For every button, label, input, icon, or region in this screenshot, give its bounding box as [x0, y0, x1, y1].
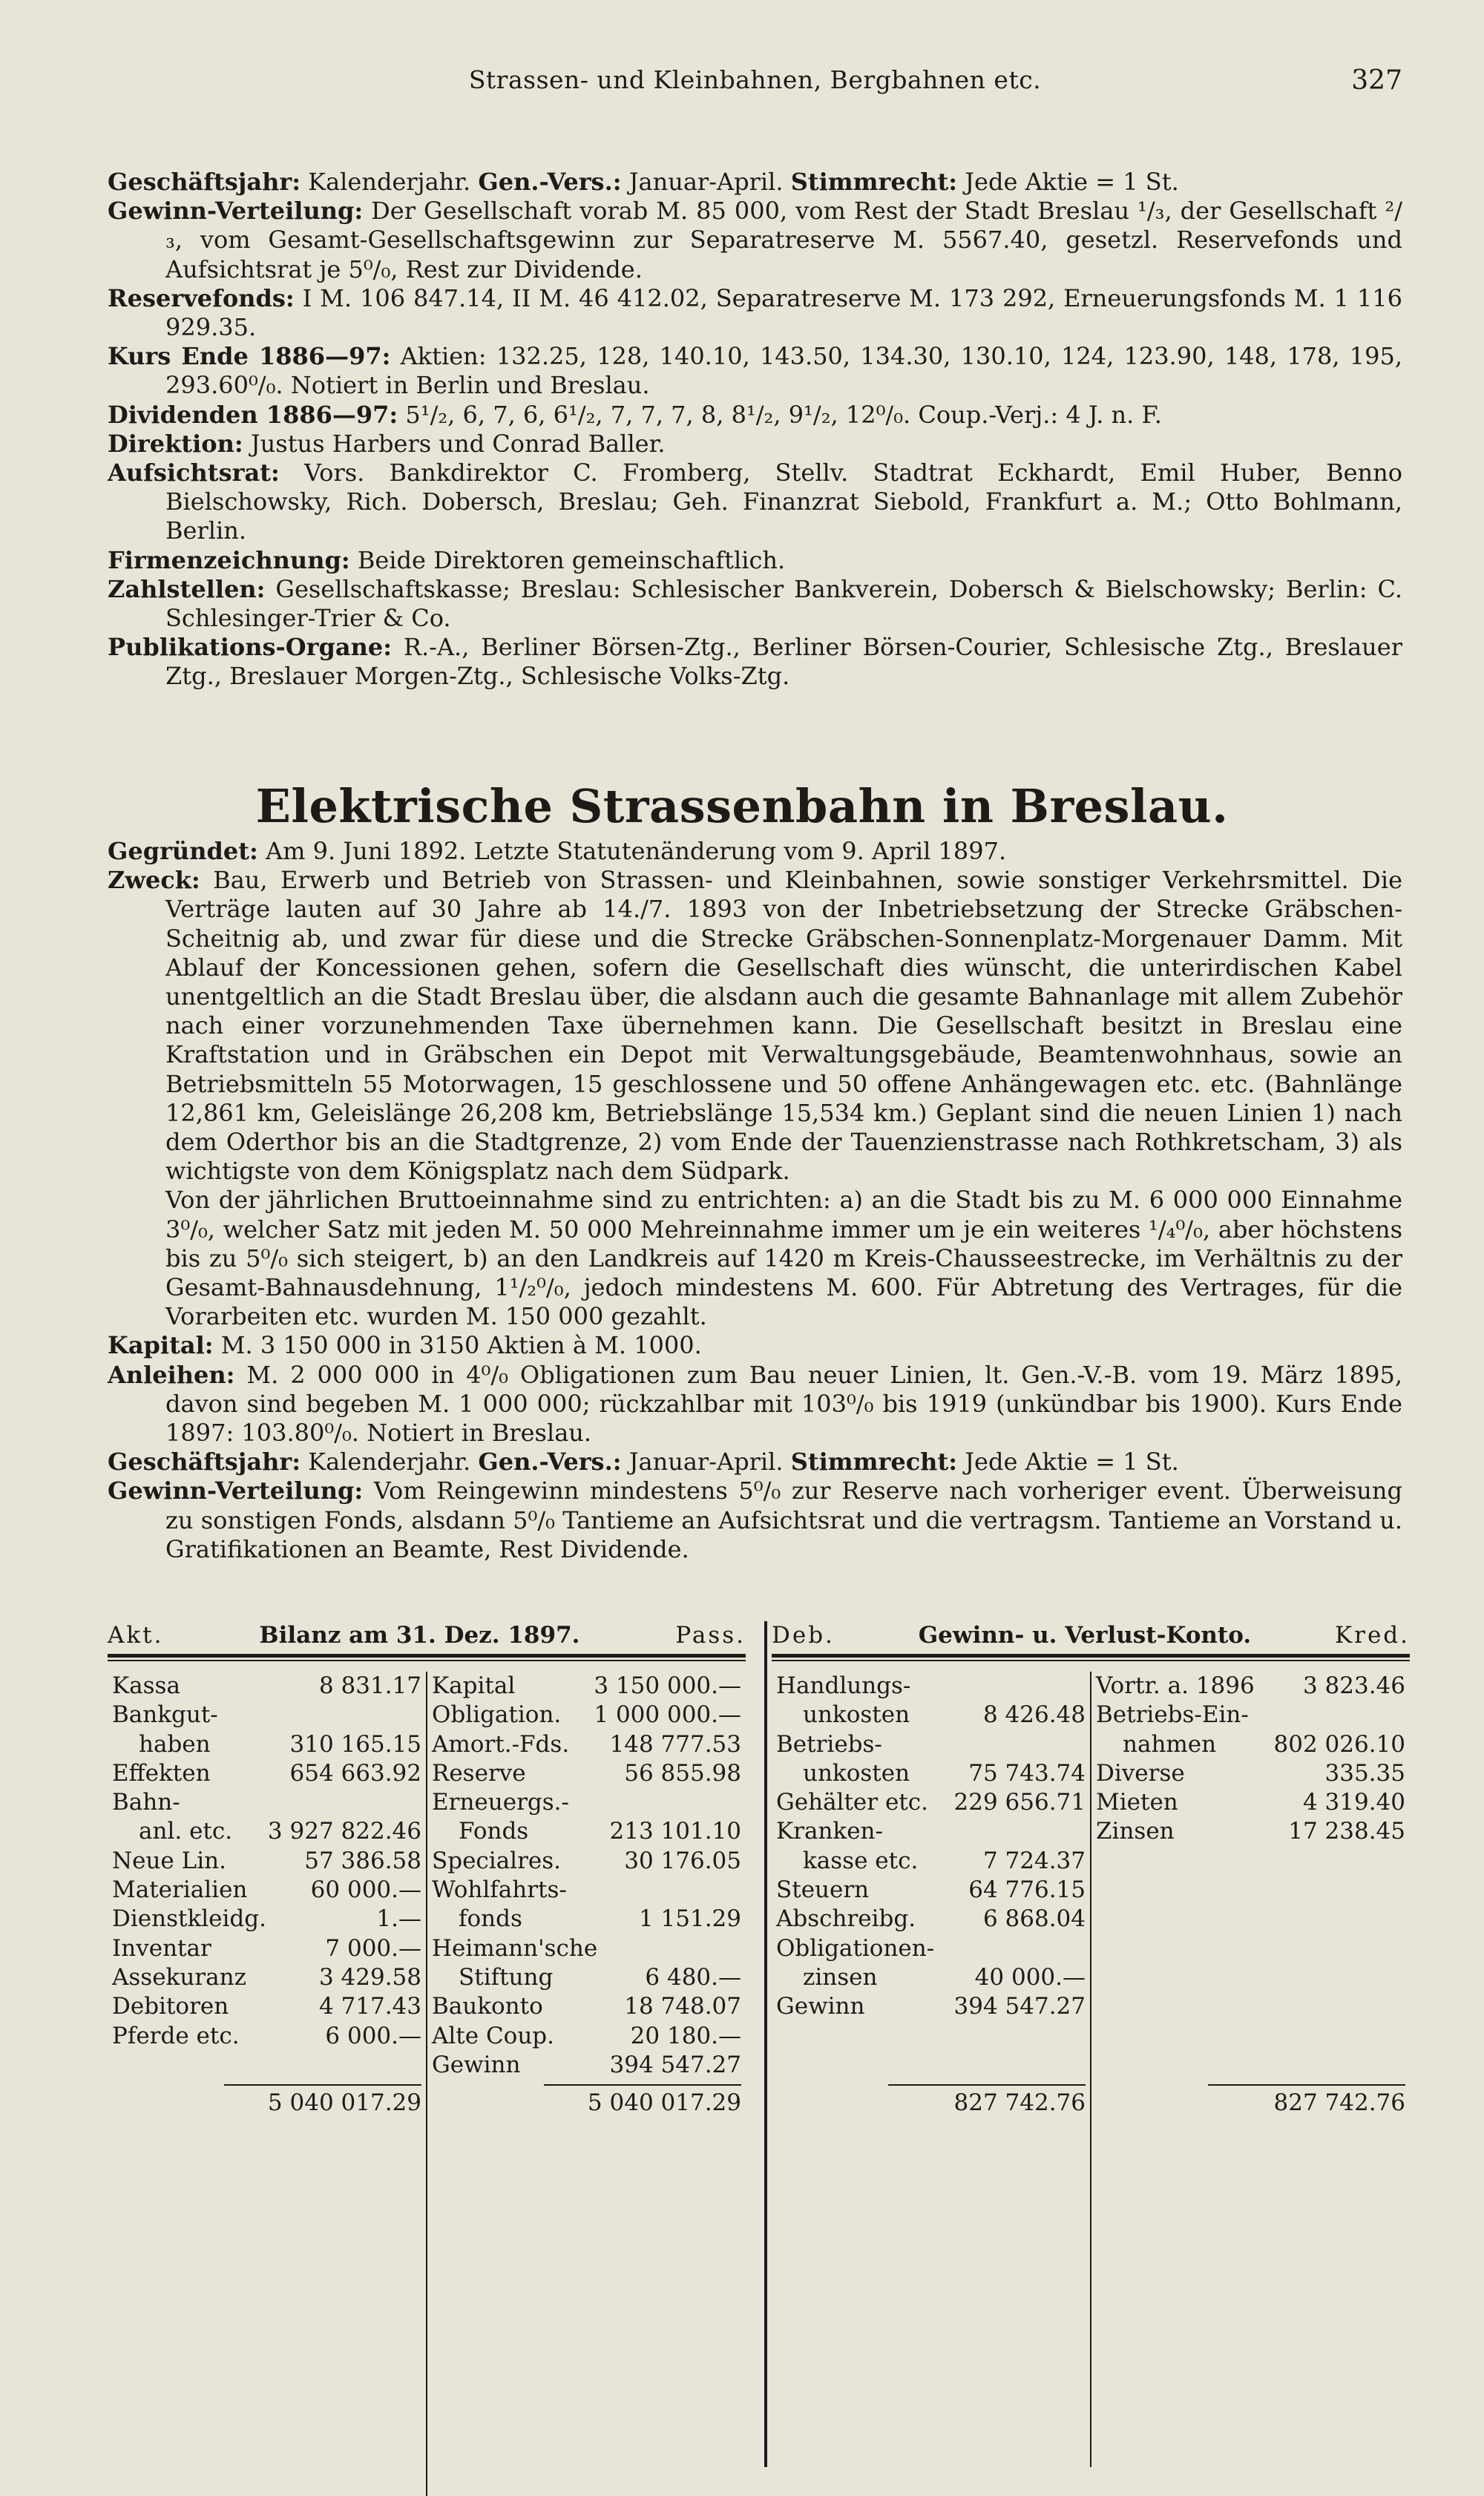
entry-text: R.-A., Berliner Börsen-Ztg., Berliner Börsen-Courier, Schlesische Ztg., Breslauer Ztg., Breslauer Morgen-Ztg., Schlesische Volks-Ztg. [165, 633, 1403, 691]
table-row [776, 1759, 1086, 1788]
row-label: Gewinn [776, 1993, 865, 2020]
row-label: Gewinn [432, 2051, 521, 2078]
row-amount: 40 000.— [974, 1963, 1086, 1991]
entry-label: Geschäftsjahr: [108, 1448, 301, 1477]
entry-text: Der Gesellschaft vorab M. 85 000, vom Rest der Stadt Breslau ¹/₃, der Gesellschaft ²/₃, vom Gesamt-Gesellschaftsgewinn zur Separatreserve M. 5567.40, gesetzl. Reservefonds und Aufsichtsrat je 5⁰/₀, Rest zur Dividende. [165, 197, 1402, 283]
table-row [1096, 1672, 1405, 1701]
row-label: Materialien [112, 1876, 248, 1904]
table-row [776, 1701, 1086, 1730]
row-amount: 229 656.71 [953, 1789, 1086, 1816]
entry-text: Januar-April. [628, 1448, 791, 1477]
debet-heading: Deb. [772, 1622, 835, 1649]
entry-text: Gesellschaftskasse; Breslau: Schlesischer Bankverein, Dobersch & Bielschowsky; Berlin: C. Schlesinger-Trier & Co. [165, 574, 1403, 633]
entry-label: Kurs Ende 1886—97: [108, 342, 391, 371]
debet-total: 827 742.76 [888, 2084, 1086, 2118]
row-amount: 148 777.53 [609, 1730, 741, 1758]
entry-label: Gewinn-Verteilung: [108, 1477, 364, 1505]
table-row [432, 1701, 741, 1730]
entry-label: Zahlstellen: [108, 574, 266, 603]
entry-text: Januar-April. [628, 168, 791, 196]
row-label: Reserve [432, 1759, 526, 1787]
row-amount: 4 319.40 [1302, 1789, 1405, 1816]
entry [108, 459, 1402, 546]
entry-label: Gewinn-Verteilung: [108, 197, 364, 226]
entry [108, 633, 1402, 691]
row-label: Stiftung [459, 1963, 554, 1991]
row-label: Pferde etc. [112, 2022, 240, 2049]
row-amount: 335.35 [1324, 1759, 1405, 1787]
table-row [432, 1963, 741, 1992]
section-title: Elektrische Strassenbahn in Breslau. [255, 779, 1229, 833]
kredit-column [1091, 1672, 1410, 2467]
table-row [112, 1672, 421, 1701]
entry-label: Gen.-Vers.: [478, 1448, 622, 1477]
row-amount: 7 724.37 [982, 1847, 1086, 1874]
kredit-heading: Kred. [1334, 1622, 1410, 1649]
previous-company-entries [108, 168, 1402, 692]
entry [108, 1186, 1402, 1331]
row-label: Fonds [459, 1818, 529, 1845]
row-label: fonds [459, 1905, 522, 1933]
row-label: unkosten [803, 1759, 910, 1787]
table-row [776, 1847, 1086, 1876]
row-amount: 1 151.29 [638, 1905, 741, 1933]
row-label: Kassa [112, 1672, 180, 1699]
row-label: Inventar [112, 1934, 211, 1962]
entry-label: Gegründet: [108, 837, 258, 865]
row-amount: 394 547.27 [609, 2051, 741, 2078]
table-row [432, 2022, 741, 2051]
entry [108, 866, 1402, 1186]
aktiva-column [108, 1672, 427, 2496]
table-row [1096, 1817, 1405, 1846]
balance-sheet-title: Bilanz am 31. Dez. 1897. [259, 1622, 580, 1649]
table-row [112, 1701, 421, 1730]
row-amount: 75 743.74 [968, 1759, 1086, 1787]
row-amount: 3 429.58 [318, 1963, 421, 1991]
running-head [108, 65, 1402, 102]
entry-text: Aktien: 132.25, 128, 140.10, 143.50, 134.30, 130.10, 124, 123.90, 148, 178, 195, 293.60⁰/₀. Notiert in Berlin und Breslau. [165, 342, 1403, 400]
double-rule [772, 1654, 1410, 1661]
row-amount: 8 831.17 [318, 1672, 421, 1699]
row-label: Assekuranz [112, 1963, 246, 1991]
row-amount: 6 868.04 [982, 1905, 1086, 1933]
entry [108, 284, 1402, 342]
table-row [1096, 1701, 1405, 1730]
table-row [112, 1847, 421, 1876]
entry [108, 430, 1402, 459]
entry [108, 401, 1402, 430]
table-row [432, 1672, 741, 1701]
table-row [432, 1847, 741, 1876]
row-label: Steuern [776, 1876, 870, 1904]
row-amount: 17 238.45 [1288, 1818, 1405, 1845]
row-label: Diverse [1096, 1759, 1185, 1787]
row-amount: 6 000.— [325, 2022, 421, 2049]
table-row [112, 1817, 421, 1846]
row-label: Dienstkleidg. [112, 1905, 266, 1933]
table-row [1096, 1730, 1405, 1759]
row-amount: 213 101.10 [609, 1818, 741, 1845]
entry-text: Beide Direktoren gemeinschaftlich. [357, 545, 786, 574]
row-amount: 310 165.15 [289, 1730, 421, 1758]
row-label: Handlungs- [776, 1672, 911, 1699]
row-label: Baukonto [432, 1993, 543, 2020]
table-row [112, 1788, 421, 1817]
entry-label: Kapital: [108, 1331, 214, 1360]
table-row [112, 1992, 421, 2021]
entry-text: M. 2 000 000 in 4⁰/₀ Obligationen zum Bau neuer Linien, lt. Gen.-V.-B. vom 19. März 1895, davon sind begeben M. 1 000 000; rückzahlbar mit 103⁰/₀ bis 1919 (unkündbar bis 1900). Kurs Ende 1897: 103.80⁰/₀. Notiert in Breslau. [165, 1360, 1403, 1448]
entry [108, 1361, 1402, 1448]
entry-label: Stimmrecht: [790, 1448, 958, 1477]
entry-label: Zweck: [108, 866, 200, 895]
entry-text: M. 3 150 000 in 3150 Aktien à M. 1000. [220, 1331, 702, 1360]
row-label: anl. etc. [139, 1818, 233, 1845]
table-row [112, 1963, 421, 1992]
company-entries [108, 837, 1402, 1564]
entry-label: Aufsichtsrat: [108, 459, 280, 487]
row-label: Debitoren [112, 1993, 229, 2020]
row-label: Mieten [1096, 1789, 1178, 1816]
row-amount: 30 176.05 [624, 1847, 741, 1874]
table-row [432, 1759, 741, 1788]
row-label: zinsen [803, 1963, 878, 1991]
table-row [776, 1788, 1086, 1817]
table-row [432, 1934, 741, 1963]
table-row [776, 1992, 1086, 2021]
entry [108, 197, 1402, 284]
table-row [112, 1876, 421, 1905]
balance-sheet [108, 1621, 746, 2496]
row-label: Amort.-Fds. [432, 1730, 570, 1758]
table-row [112, 1730, 421, 1759]
row-amount: 3 823.46 [1302, 1672, 1405, 1699]
row-label: Erneuergs.- [432, 1789, 569, 1816]
table-row [776, 1934, 1086, 1963]
entry-text: Vors. Bankdirektor C. Fromberg, Stellv. Stadtrat Eckhardt, Emil Huber, Benno Bielschowsky, Rich. Dobersch, Breslau; Geh. Finanzrat Siebold, Frankfurt a. M.; Otto Bohlmann, Berlin. [165, 459, 1403, 545]
table-row [776, 1905, 1086, 1934]
entry-text: Vom Reingewinn mindestens 5⁰/₀ zur Reserve nach vorheriger event. Überweisung zu sonstigen Fonds, alsdann 5⁰/₀ Tantieme an Aufsichtsrat und die vertragsm. Tantieme an Vorstand u. Gratifikationen an Beamte, Rest Dividende. [165, 1477, 1403, 1563]
row-label: Betriebs- [776, 1730, 882, 1758]
profit-loss-account [764, 1621, 1410, 2467]
table-row [432, 1876, 741, 1905]
row-amount: 57 386.58 [304, 1847, 421, 1874]
row-label: Kranken- [776, 1818, 883, 1845]
entry-text: Jede Aktie = 1 St. [965, 168, 1179, 196]
entry [108, 1477, 1402, 1564]
table-row [776, 1963, 1086, 1992]
running-head-title: Strassen- und Kleinbahnen, Bergbahnen etc. [468, 65, 1042, 94]
profit-loss-title: Gewinn- u. Verlust-Konto. [918, 1622, 1252, 1649]
row-label: kasse etc. [803, 1847, 919, 1874]
entry-label: Direktion: [108, 429, 243, 458]
entry-text: Justus Harbers und Conrad Baller. [250, 429, 666, 458]
row-amount: 56 855.98 [624, 1759, 741, 1787]
table-row [112, 1759, 421, 1788]
entry [108, 837, 1402, 866]
row-label: Heimann'sche [432, 1934, 598, 1962]
entry-label: Geschäftsjahr: [108, 168, 301, 196]
table-row [432, 1992, 741, 2021]
entry-label: Anleihen: [108, 1360, 235, 1389]
row-amount: 394 547.27 [953, 1993, 1086, 2020]
table-row [776, 1730, 1086, 1759]
row-label: haben [139, 1730, 211, 1758]
table-row [112, 1934, 421, 1963]
entry-label: Reservefonds: [108, 283, 295, 312]
entry-text: Am 9. Juni 1892. Letzte Statutenänderung vom 9. April 1897. [265, 837, 1007, 865]
row-amount: 802 026.10 [1273, 1730, 1405, 1758]
entry-text: Jede Aktie = 1 St. [965, 1448, 1179, 1477]
table-row [1096, 1759, 1405, 1788]
row-label: Effekten [112, 1759, 211, 1787]
table-row [432, 2051, 741, 2080]
row-label: Zinsen [1096, 1818, 1175, 1845]
entry [108, 1331, 1402, 1360]
row-label: Vortr. a. 1896 [1096, 1672, 1255, 1699]
row-label: Betriebs-Ein- [1096, 1701, 1249, 1729]
row-label: Obligationen- [776, 1934, 935, 1962]
row-label: Specialres. [432, 1847, 562, 1874]
table-row [776, 1817, 1086, 1846]
aktiva-heading: Akt. [108, 1622, 164, 1649]
table-row [432, 1905, 741, 1934]
entry-label: Publikations-Organe: [108, 633, 393, 662]
row-label: Bankgut- [112, 1701, 218, 1729]
table-row [432, 1817, 741, 1846]
row-amount: 8 426.48 [982, 1701, 1086, 1729]
row-label: Gehälter etc. [776, 1789, 928, 1816]
entry [108, 546, 1402, 575]
row-amount: 1 000 000.— [594, 1701, 741, 1729]
entry-text: Kalenderjahr. [308, 1448, 479, 1477]
passiva-heading: Pass. [675, 1622, 746, 1649]
debet-column [772, 1672, 1091, 2467]
row-label: Wohlfahrts- [432, 1876, 567, 1904]
row-amount: 3 927 822.46 [267, 1818, 421, 1845]
table-row [112, 1905, 421, 1934]
row-amount: 654 663.92 [289, 1759, 421, 1787]
entry-label: Gen.-Vers.: [478, 168, 622, 196]
entry-text: Bau, Erwerb und Betrieb von Strassen- und Kleinbahnen, sowie sonstiger Verkehrsmittel. Die Verträge lauten auf 30 Jahre ab 14./7. 1893 von der Inbetriebsetzung der Strecke Gräbschen-Scheitnig ab, und zwar für diese und die Strecke Gräbschen-Sonnenplatz-Morgenauer Damm. Mit Ablauf der Koncessionen gehen, sofern die Gesellschaft dies wünscht, die unterirdischen Kabel unentgeltlich an die Stadt Breslau über, die alsdann auch die gesamte Bahnanlage mit allem Zubehör nach einer vorzunehmenden Taxe übernehmen kann. Die Gesellschaft besitzt in Breslau eine Kraftstation und in Gräbschen ein Depot mit Verwaltungsgebäude, Beamtenwohnhaus, sowie an Betriebsmitteln 55 Motorwagen, 15 geschlossene und 50 offene Anhängewagen etc. etc. (Bahnlänge 12,861 km, Geleislänge 26,208 km, Betriebslänge 15,534 km.) Geplant sind die neuen Linien 1) nach dem Oderthor bis an die Stadtgrenze, 2) vom Ende der Tauenzienstrasse nach Rothkretscham, 3) als wichtigste von dem Königsplatz nach dem Südpark. [165, 866, 1403, 1186]
row-label: Alte Coup. [432, 2022, 555, 2049]
passiva-total: 5 040 017.29 [544, 2084, 741, 2118]
row-amount: 3 150 000.— [594, 1672, 741, 1699]
entry-label: Firmenzeichnung: [108, 545, 350, 574]
page-number: 327 [1351, 65, 1402, 96]
table-row [432, 1788, 741, 1817]
row-amount: 6 480.— [645, 1963, 741, 1991]
kredit-total: 827 742.76 [1208, 2084, 1405, 2118]
table-row [776, 1672, 1086, 1701]
entry-label: Dividenden 1886—97: [108, 400, 398, 429]
row-amount: 1.— [376, 1905, 421, 1933]
row-amount: 20 180.— [630, 2022, 741, 2049]
row-amount: 18 748.07 [624, 1993, 741, 2020]
row-amount: 64 776.15 [968, 1876, 1086, 1904]
entry-text: 5¹/₂, 6, 7, 6, 6¹/₂, 7, 7, 7, 8, 8¹/₂, 9¹/₂, 12⁰/₀. Coup.-Verj.: 4 J. n. F. [405, 400, 1162, 429]
table-row [776, 1876, 1086, 1905]
passiva-column [427, 1672, 746, 2496]
entry-label: Stimmrecht: [790, 168, 958, 196]
row-label: Kapital [432, 1672, 516, 1699]
row-label: Neue Lin. [112, 1847, 226, 1874]
table-row [112, 2022, 421, 2051]
row-label: unkosten [803, 1701, 910, 1729]
entry-text: Von der jährlichen Bruttoeinnahme sind zu entrichten: a) an die Stadt bis zu M. 6 000 000 Einnahme 3⁰/₀, welcher Satz mit jeden M. 50 000 Mehreinnahme immer um je ein weiteres ¹/₄⁰/₀, aber höchstens bis zu 5⁰/₀ sich steigert, b) an den Landkreis auf 1420 m Kreis-Chausseestrecke, im Verhältnis zu der Gesamt-Bahnausdehnung, 1¹/₂⁰/₀, jedoch mindestens M. 600. Für Abtretung des Vertrages, für die Vorarbeiten etc. wurden M. 150 000 gezahlt. [165, 1186, 1402, 1331]
row-label: Abschreibg. [776, 1905, 916, 1933]
row-amount: 7 000.— [325, 1934, 421, 1962]
entry [108, 168, 1402, 197]
entry-text: Kalenderjahr. [308, 168, 479, 196]
double-rule [108, 1654, 746, 1661]
row-label: Obligation. [432, 1701, 562, 1729]
row-label: Bahn- [112, 1789, 180, 1816]
row-amount: 4 717.43 [318, 1993, 421, 2020]
entry [108, 575, 1402, 633]
row-label: nahmen [1123, 1730, 1217, 1758]
aktiva-total: 5 040 017.29 [224, 2084, 421, 2118]
row-amount: 60 000.— [310, 1876, 421, 1904]
entry [108, 1448, 1402, 1477]
table-row [432, 1730, 741, 1759]
entry [108, 342, 1402, 400]
entry-text: I M. 106 847.14, II M. 46 412.02, Separatreserve M. 173 292, Erneuerungsfonds M. 1 116 929.35. [165, 283, 1403, 342]
table-row [1096, 1788, 1405, 1817]
